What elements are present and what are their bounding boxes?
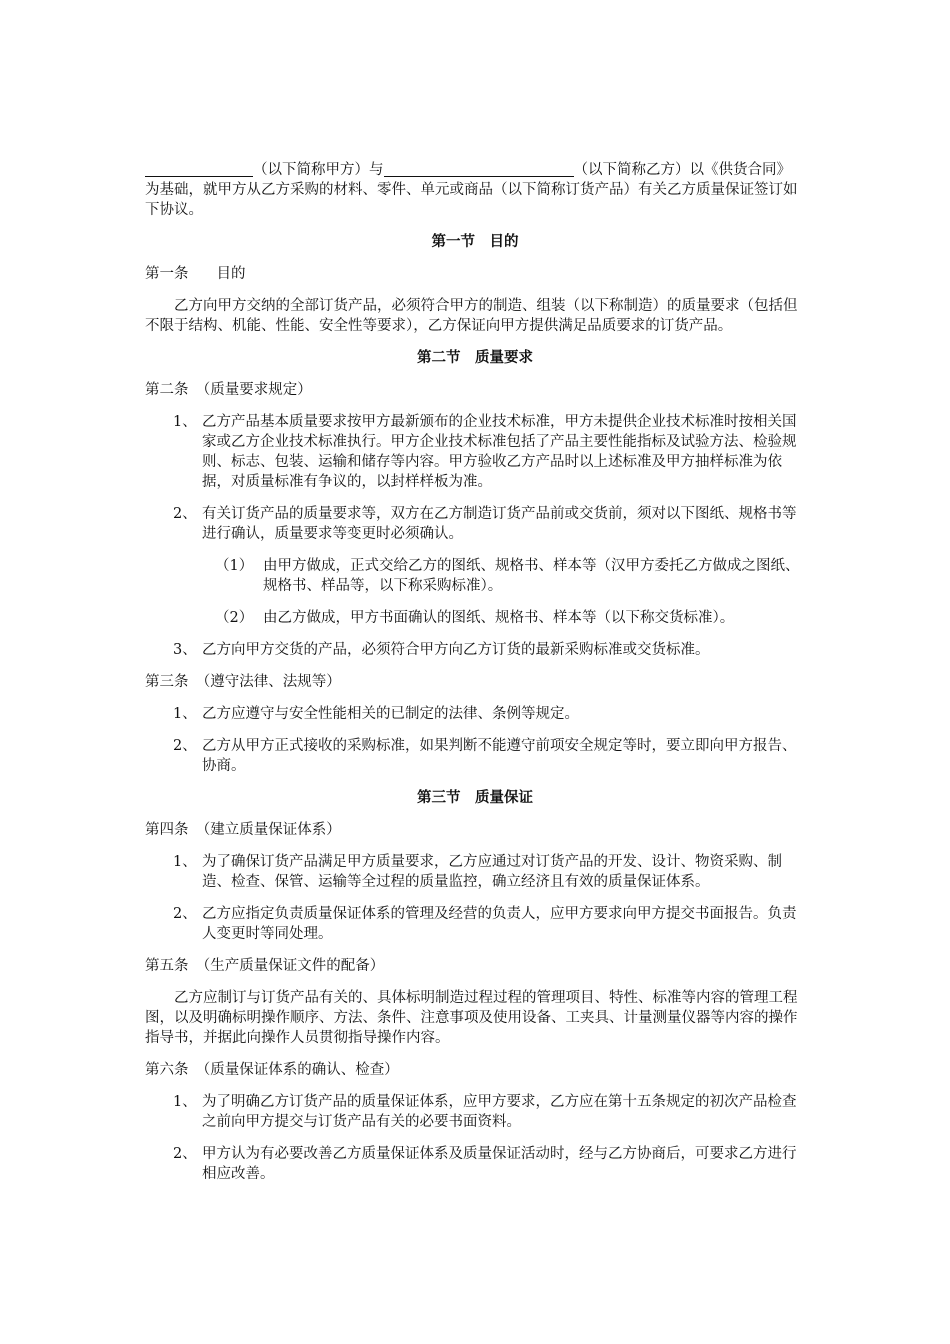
article-4-heading: 第四条 （建立质量保证体系） [145,822,341,838]
party-a-note: （以下简称甲方）与 [253,162,384,178]
article-1-heading [145,264,805,284]
sub-item [145,556,805,596]
item-text: 乙方产品基本质量要求按甲方最新颁布的企业技术标准，甲方未提供企业技术标准时按相关国家或乙方企业技术标准执行。甲方企业技术标准包括了产品主要性能指标及试验方法、检验规则、标志、包装、运输和储存等内容。甲方验收乙方产品时以上述标准及甲方抽样标准为依据，对质量标准有争议的，以封样样板为准。 [202,414,797,490]
item-text: 有关订货产品的质量要求等，双方在乙方制造订货产品前或交货前，须对以下图纸、规格书等进行确认，质量要求等变更时必须确认。 [202,506,797,542]
section-1-title: 第一节 目的 [431,233,519,250]
item-text: 乙方向甲方交货的产品，必须符合甲方向乙方订货的最新采购标准或交货标准。 [202,642,710,658]
list-item [145,1144,805,1184]
item-number: 1、 [173,1094,197,1110]
item-number: 1、 [173,706,197,722]
list-item [145,1092,805,1132]
item-text: 乙方应遵守与安全性能相关的已制定的法律、条例等规定。 [202,706,579,722]
list-item [145,412,805,492]
article-5-heading: 第五条 （生产质量保证文件的配备） [145,958,385,974]
sub-item [145,608,805,628]
article-2-heading: 第二条 （质量要求规定） [145,382,312,398]
list-item [145,852,805,892]
item-text: 乙方应指定负责质量保证体系的管理及经营的负责人，应甲方要求向甲方提交书面报告。负责人变更时等同处理。 [202,906,797,942]
intro-paragraph [145,160,805,220]
item-number: 3、 [173,642,197,658]
section-3-title: 第三节 质量保证 [417,789,533,806]
sub-item-text: 由乙方做成，甲方书面确认的图纸、规格书、样本等（以下称交货标准）。 [263,610,735,626]
article-5-text: 乙方应制订与订货产品有关的、具体标明制造过程过程的管理项目、特性、标准等内容的管理工程图，以及明确标明操作顺序、方法、条件、注意事项及使用设备、工夹具、计量测量仪器等内容的操作指导书，并据此向操作人员贯彻指导操作内容。 [145,990,798,1046]
item-number: 2、 [173,506,197,522]
item-text: 乙方从甲方正式接收的采购标准，如果判断不能遵守前项安全规定等时，要立即向甲方报告、协商。 [202,738,797,774]
contract-page [145,160,805,1196]
party-b-blank [384,160,574,177]
item-text: 为了明确乙方订货产品的质量保证体系，应甲方要求，乙方应在第十五条规定的初次产品检查之前向甲方提交与订货产品有关的必要书面资料。 [202,1094,797,1130]
party-a-blank [145,160,253,177]
item-number: 2、 [173,738,197,754]
sub-item-number: （2） [215,610,254,626]
article-3-heading: 第三条 （遵守法律、法规等） [145,674,341,690]
item-number: 1、 [173,854,197,870]
sub-item-number: （1） [215,558,254,574]
list-item [145,904,805,944]
list-item [145,504,805,544]
article-1-label: 第一条 [145,266,189,282]
section-2-title: 第二节 质量要求 [417,349,533,366]
article-1-text: 乙方向甲方交纳的全部订货产品，必须符合甲方的制造、组装（以下称制造）的质量要求（包括但不限于结构、机能、性能、安全性等要求），乙方保证向甲方提供满足品质要求的订货产品。 [145,298,798,334]
item-text: 为了确保订货产品满足甲方质量要求，乙方应通过对订货产品的开发、设计、物资采购、制造、检查、保管、运输等全过程的质量监控，确立经济且有效的质量保证体系。 [202,854,782,890]
article-6-heading: 第六条 （质量保证体系的确认、检查） [145,1062,399,1078]
list-item [145,640,805,660]
party-b-note: （以下简称乙方）以《供货合同》为基础，就甲方从乙方采购的材料、零件、单元或商品（以下简称订货产品）有关乙方质量保证签订如下协议。 [145,162,798,218]
list-item [145,704,805,724]
item-number: 2、 [173,906,197,922]
sub-item-text: 由甲方做成，正式交给乙方的图纸、规格书、样本等（汉甲方委托乙方做成之图纸、规格书、样品等，以下称采购标准）。 [263,558,800,594]
article-1-title: 目的 [216,266,246,282]
item-number: 1、 [173,414,197,430]
item-text: 甲方认为有必要改善乙方质量保证体系及质量保证活动时，经与乙方协商后，可要求乙方进行相应改善。 [202,1146,797,1182]
item-number: 2、 [173,1146,197,1162]
list-item [145,736,805,776]
